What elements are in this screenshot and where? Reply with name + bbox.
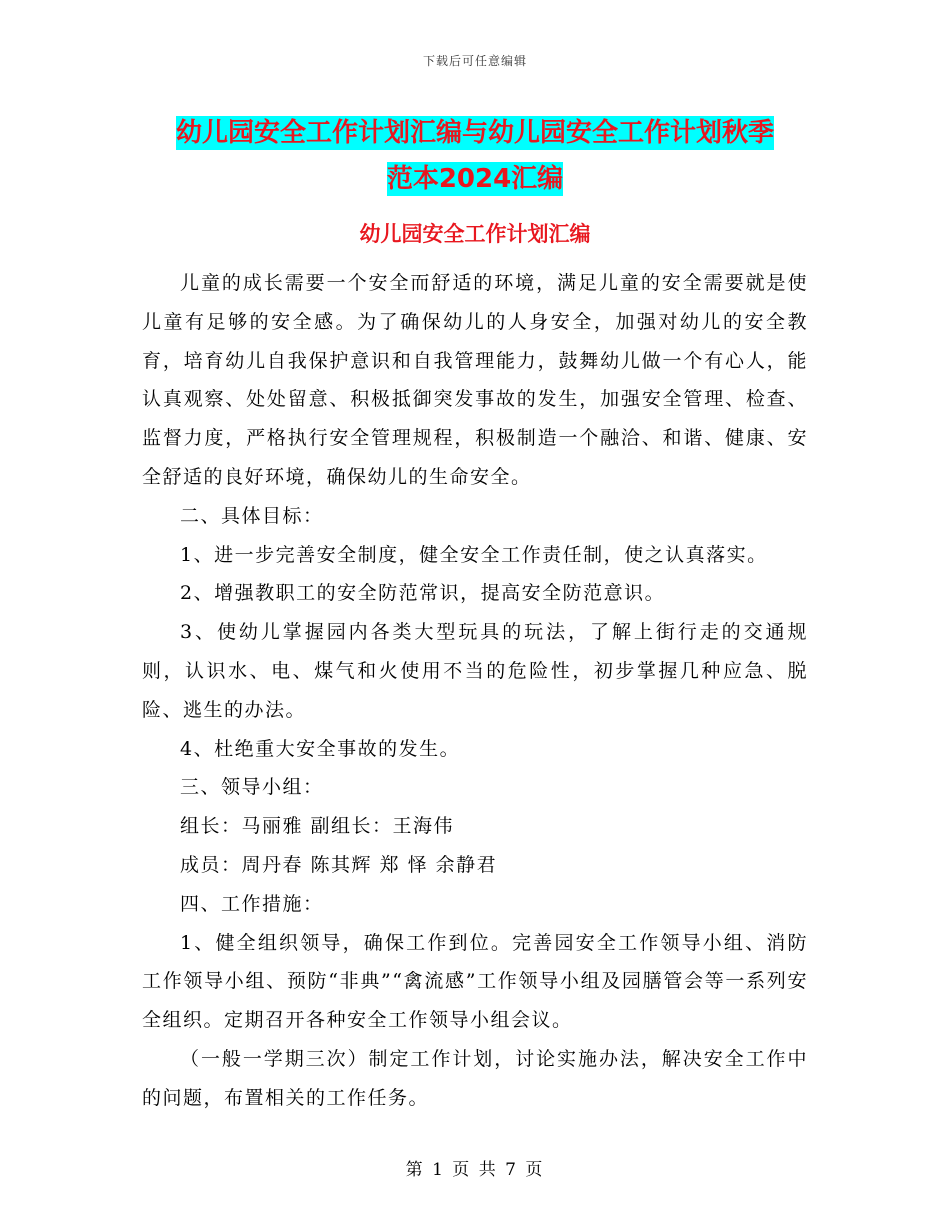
- heading-specific-goals: 二、具体目标：: [180, 504, 324, 527]
- measure-item-1: 1、健全组织领导，确保工作到位。完善园安全工作领导小组、消防工作领导小组、预防“非典”“禽流感”工作领导小组及园膳管会等一系列安全组织。定期召开各种安全工作领导小组会议。: [142, 931, 808, 1032]
- heading-work-measures: 四、工作措施：: [180, 892, 324, 915]
- title-line-2: 范本2024汇编: [386, 164, 564, 194]
- title-line-1: 幼儿园安全工作计划汇编与幼儿园安全工作计划秋季: [175, 118, 774, 148]
- goal-item-1: 1、进一步完善安全制度，健全安全工作责任制，使之认真落实。: [180, 543, 768, 566]
- goal-item-3: 3、使幼儿掌握园内各类大型玩具的玩法，了解上街行走的交通规则，认识水、电、煤气和火使用不当的危险性，初步掌握几种应急、脱险、逃生的办法。: [142, 621, 808, 721]
- goal-item-2: 2、增强教职工的安全防范常识，提高安全防范意识。: [180, 582, 666, 605]
- header-note: 下载后可任意编辑: [422, 54, 527, 68]
- members-line: 成员：周丹春 陈其辉 郑 怿 余静君: [180, 853, 498, 876]
- leaders-line: 组长：马丽雅 副组长：王海伟: [180, 815, 455, 838]
- page-number-footer: 第 1 页 共 7 页: [405, 1160, 545, 1180]
- measure-item-1-continued: （一般一学期三次）制定工作计划，讨论实施办法，解决安全工作中的问题，布置相关的工作任务。: [142, 1047, 808, 1109]
- section-title: 幼儿园安全工作计划汇编: [359, 222, 591, 246]
- document-body: [142, 264, 808, 1118]
- document-title: [140, 110, 810, 202]
- paragraph-intro: 儿童的成长需要一个安全而舒适的环境，满足儿童的安全需要就是使儿童有足够的安全感。为了确保幼儿的人身安全，加强对幼儿的安全教育，培育幼儿自我保护意识和自我管理能力，鼓舞幼儿做一个有心人，能认真观察、处处留意、积极抵御突发事故的发生，加强安全管理、检查、监督力度，严格执行安全管理规程，积极制造一个融洽、和谐、健康、安全舒适的良好环境，确保幼儿的生命安全。: [142, 272, 808, 488]
- heading-leadership-group: 三、领导小组：: [180, 776, 324, 799]
- goal-item-4: 4、杜绝重大安全事故的发生。: [180, 737, 461, 760]
